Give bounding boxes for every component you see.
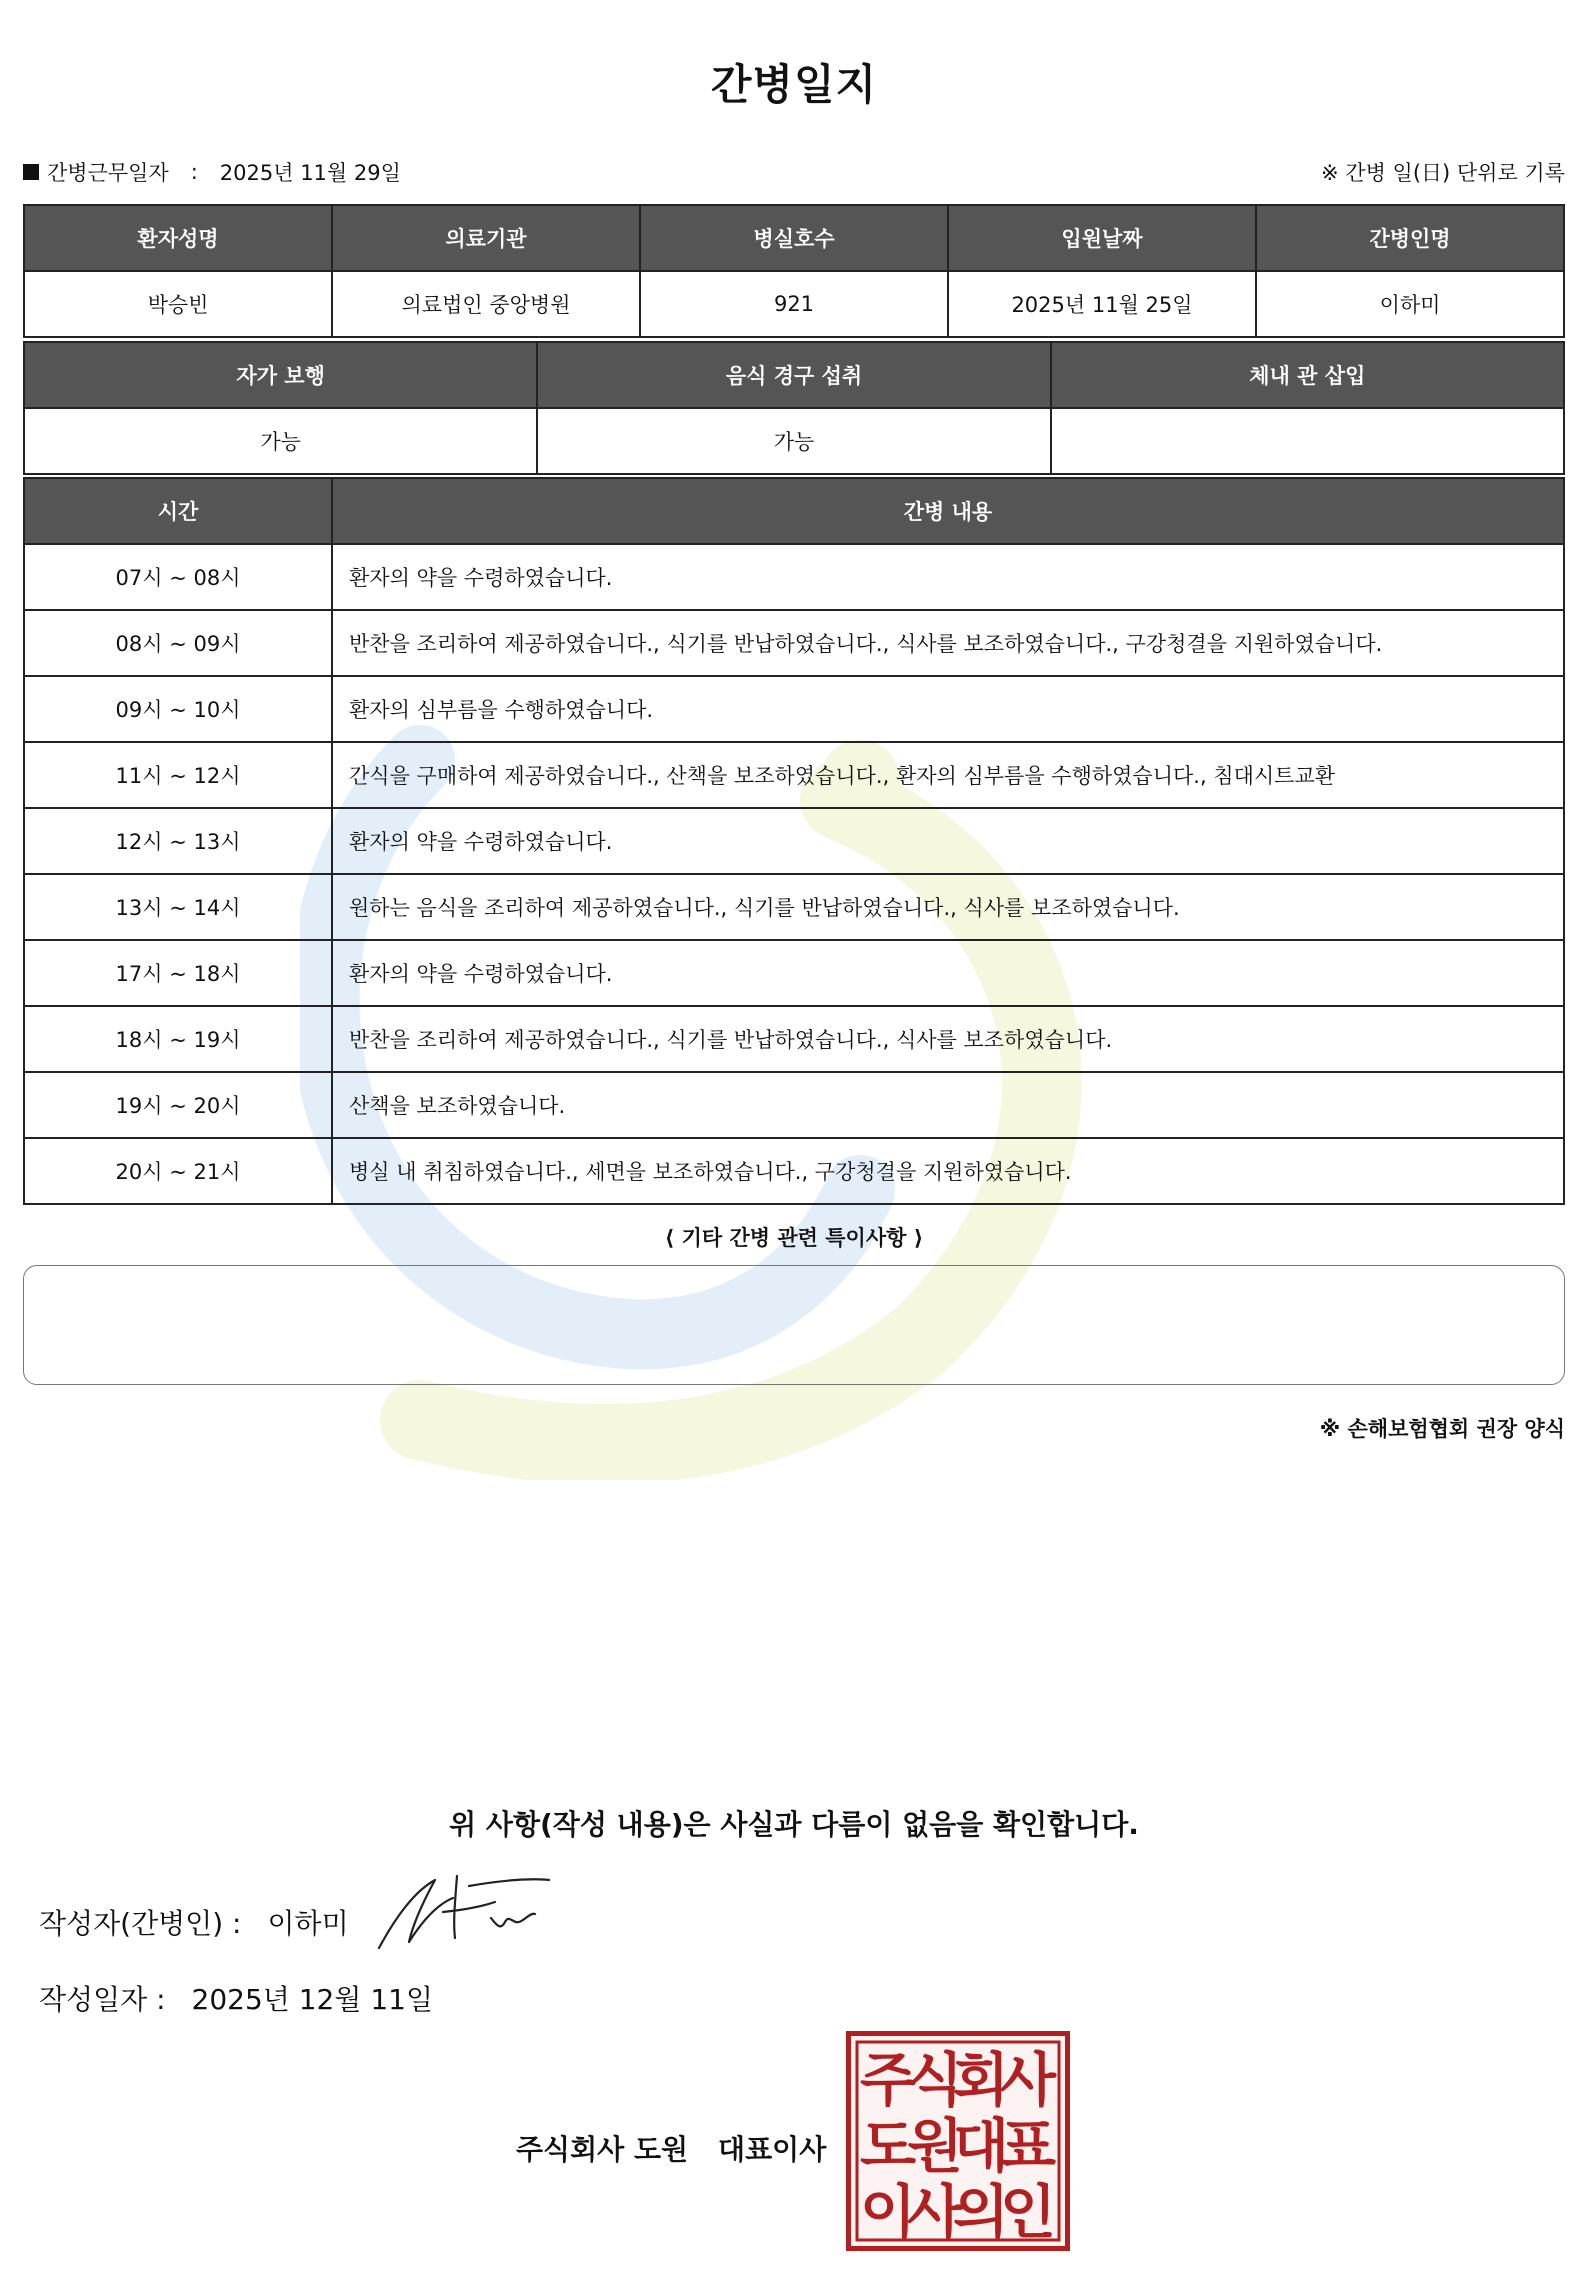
- table-row: [24, 874, 1564, 940]
- work-date-value: 2025년 11월 29일: [219, 161, 401, 185]
- svg-text:사: 사: [999, 2046, 1057, 2114]
- table-row: [24, 544, 1564, 610]
- svg-text:사: 사: [906, 2178, 964, 2246]
- confirmation-statement: 위 사항(작성 내용)은 사실과 다름이 없음을 확인합니다.: [449, 1808, 1139, 1841]
- table-row: [24, 742, 1564, 808]
- recommend-note: ※ 손해보험협회 권장 양식: [1319, 1417, 1565, 1441]
- admission-date: 2025년 11월 25일: [948, 271, 1256, 337]
- unit-note: ※ 간병 일(日) 단위로 기록: [1321, 161, 1565, 185]
- writer-line: [39, 1902, 349, 1942]
- log-content: 환자의 약을 수령하였습니다.: [332, 808, 1564, 874]
- table-header-row: [24, 342, 1564, 408]
- table-row: [24, 676, 1564, 742]
- log-content: 병실 내 취침하였습니다., 세면을 보조하였습니다., 구강청결을 지원하였습니다.: [332, 1138, 1564, 1204]
- date-value: 2025년 12월 11일: [191, 1983, 433, 2016]
- log-content: 환자의 약을 수령하였습니다.: [332, 940, 1564, 1006]
- header-tube-insertion: 체내 관 삽입: [1051, 342, 1564, 408]
- page-title: 간병일지: [710, 60, 878, 109]
- log-content: 환자의 약을 수령하였습니다.: [332, 544, 1564, 610]
- log-time: 07시 ~ 08시: [24, 544, 332, 610]
- log-time: 17시 ~ 18시: [24, 940, 332, 1006]
- company-name: 주식회사 도원: [516, 2133, 689, 2166]
- svg-text:식: 식: [906, 2046, 964, 2114]
- svg-text:원: 원: [906, 2112, 964, 2180]
- square-bullet-icon: [23, 164, 39, 180]
- table-header-row: [24, 205, 1564, 271]
- table-row: [24, 271, 1564, 337]
- log-content: 반찬을 조리하여 제공하였습니다., 식기를 반납하였습니다., 식사를 보조하였습니다.: [332, 1006, 1564, 1072]
- svg-text:대: 대: [952, 2112, 1010, 2180]
- patient-name: 박승빈: [24, 271, 332, 337]
- log-content: 원하는 음식을 조리하여 제공하였습니다., 식기를 반납하였습니다., 식사를 보조하였습니다.: [332, 874, 1564, 940]
- header-room-number: 병실호수: [640, 205, 948, 271]
- company-seal: [846, 2031, 1070, 2251]
- table-row: [24, 408, 1564, 474]
- svg-text:표: 표: [999, 2112, 1057, 2180]
- svg-text:회: 회: [952, 2046, 1010, 2114]
- svg-text:의: 의: [952, 2178, 1010, 2246]
- handwritten-signature: [373, 1872, 553, 1952]
- patient-info-table: [23, 204, 1565, 338]
- work-date-separator: :: [190, 160, 198, 184]
- log-time: 18시 ~ 19시: [24, 1006, 332, 1072]
- svg-text:인: 인: [999, 2178, 1057, 2246]
- work-date-label: 간병근무일자: [47, 161, 169, 185]
- table-header-row: [24, 478, 1564, 544]
- header-walking: 자가 보행: [24, 342, 537, 408]
- work-date: [23, 157, 401, 187]
- log-time: 13시 ~ 14시: [24, 874, 332, 940]
- header-time: 시간: [24, 478, 332, 544]
- svg-text:주: 주: [859, 2046, 917, 2114]
- date-label: 작성일자 :: [39, 1983, 166, 2016]
- written-date: [39, 1978, 433, 2018]
- oral-intake-status: 가능: [537, 408, 1050, 474]
- log-content: 반찬을 조리하여 제공하였습니다., 식기를 반납하였습니다., 식사를 보조하였습니다., 구강청결을 지원하였습니다.: [332, 610, 1564, 676]
- log-time: 19시 ~ 20시: [24, 1072, 332, 1138]
- care-log-table: [23, 477, 1565, 1205]
- header-care-content: 간병 내용: [332, 478, 1564, 544]
- ceo-title: 대표이사: [718, 2133, 827, 2166]
- table-row: [24, 940, 1564, 1006]
- hospital-name: 의료법인 중앙병원: [332, 271, 640, 337]
- company-line: [516, 2128, 826, 2168]
- header-patient-name: 환자성명: [24, 205, 332, 271]
- log-content: 산책을 보조하였습니다.: [332, 1072, 1564, 1138]
- tube-insertion-status: [1051, 408, 1564, 474]
- svg-text:이: 이: [859, 2178, 917, 2246]
- svg-text:도: 도: [859, 2112, 917, 2180]
- walking-status: 가능: [24, 408, 537, 474]
- table-row: [24, 1006, 1564, 1072]
- log-time: 11시 ~ 12시: [24, 742, 332, 808]
- patient-status-table: [23, 341, 1565, 475]
- log-content: 환자의 심부름을 수행하였습니다.: [332, 676, 1564, 742]
- seal-graphic: [851, 2036, 1065, 2246]
- table-row: [24, 1138, 1564, 1204]
- writer-name: 이하미: [267, 1907, 349, 1940]
- log-time: 08시 ~ 09시: [24, 610, 332, 676]
- notes-title: ⟨ 기타 간병 관련 특이사항 ⟩: [664, 1226, 924, 1250]
- log-time: 20시 ~ 21시: [24, 1138, 332, 1204]
- log-time: 09시 ~ 10시: [24, 676, 332, 742]
- header-oral-intake: 음식 경구 섭취: [537, 342, 1050, 408]
- header-hospital: 의료기관: [332, 205, 640, 271]
- writer-label: 작성자(간병인) :: [39, 1907, 242, 1940]
- table-row: [24, 610, 1564, 676]
- table-row: [24, 808, 1564, 874]
- log-time: 12시 ~ 13시: [24, 808, 332, 874]
- notes-box: [23, 1265, 1565, 1385]
- caregiver-name: 이하미: [1256, 271, 1564, 337]
- log-content: 간식을 구매하여 제공하였습니다., 산책을 보조하였습니다., 환자의 심부름을 수행하였습니다., 침대시트교환: [332, 742, 1564, 808]
- room-number: 921: [640, 271, 948, 337]
- table-row: [24, 1072, 1564, 1138]
- header-admission-date: 입원날짜: [948, 205, 1256, 271]
- header-caregiver-name: 간병인명: [1256, 205, 1564, 271]
